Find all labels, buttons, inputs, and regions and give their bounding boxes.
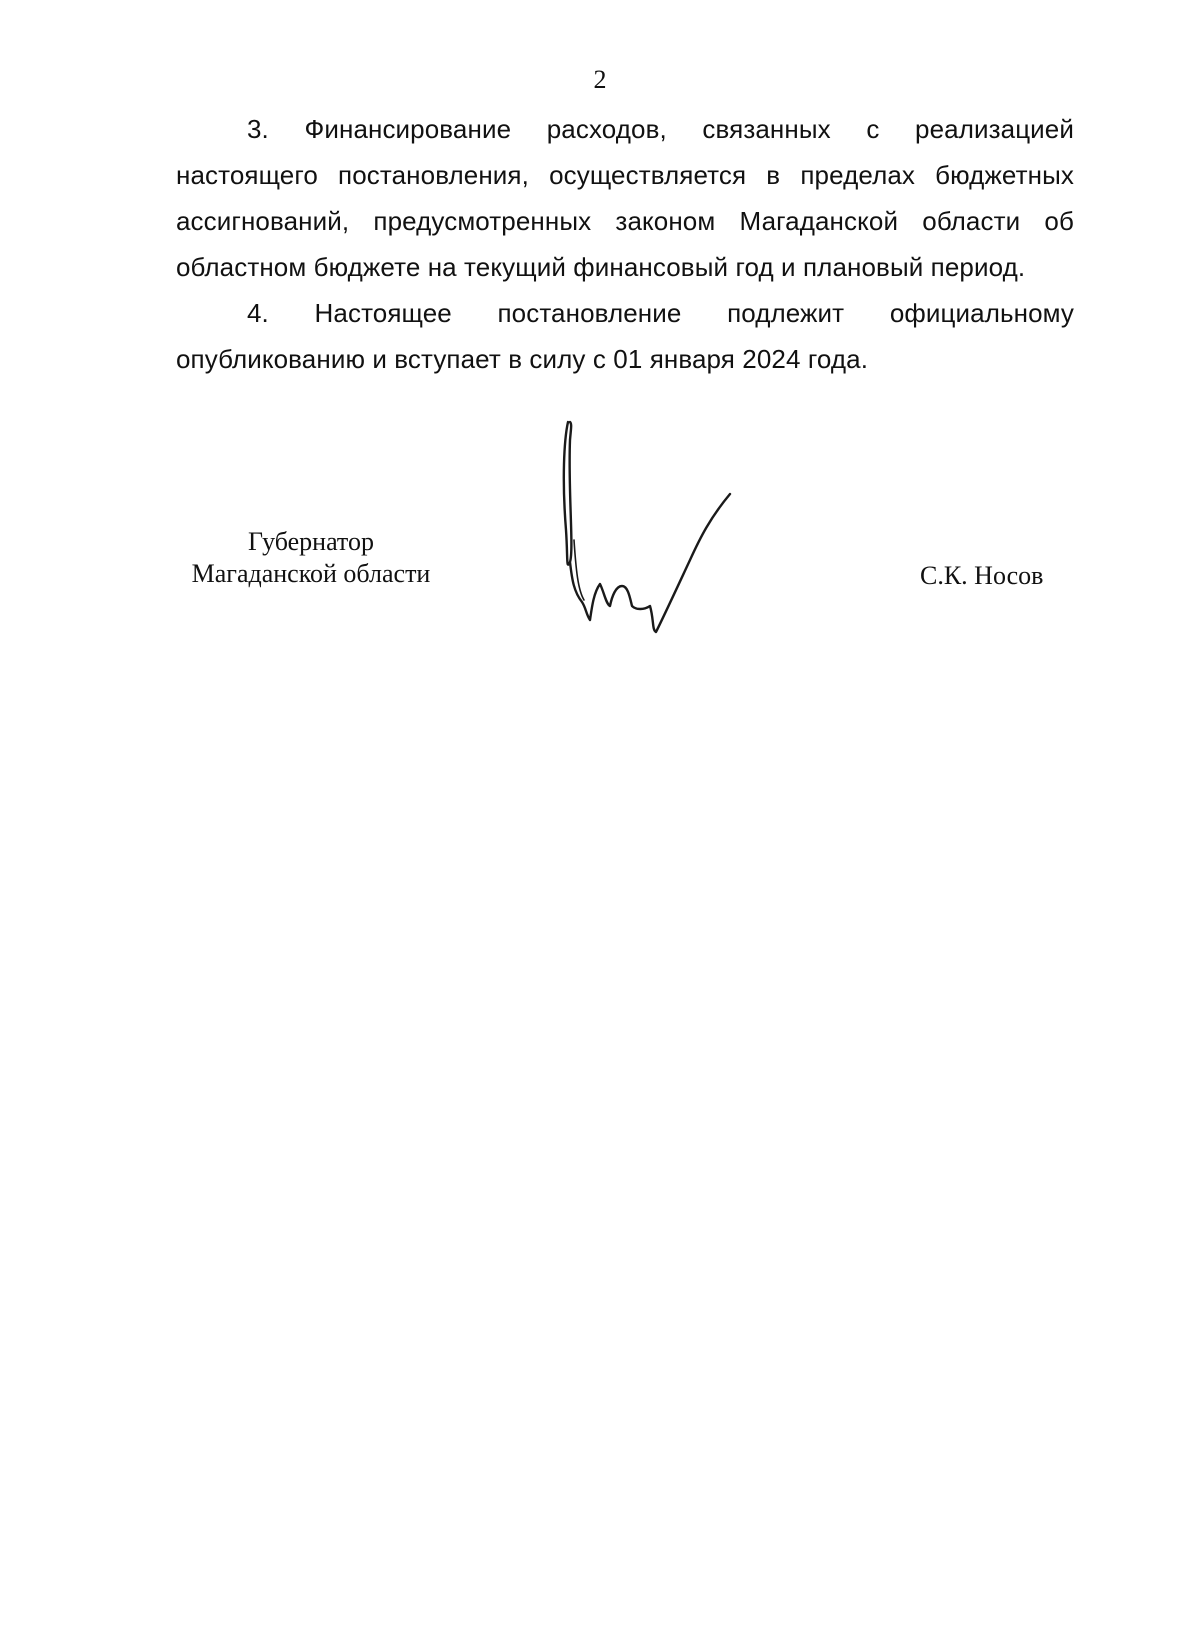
- page-number: 2: [593, 65, 607, 94]
- paragraph-3-financing: 3. Финансирование расходов, связанных с реализацией настоящего постановления, осуществляется в пределах бюджетных ассигнований, предусмотренных законом Магаданской области об областном бюджете на текущий финансовый год и плановый период.: [176, 114, 1074, 282]
- handwritten-signature: [560, 420, 760, 650]
- signer-name: С.К. Носов: [920, 561, 1044, 590]
- signer-position-line-2: Магаданской области: [191, 559, 431, 588]
- signer-position-line-1: Губернатор: [248, 527, 374, 556]
- signer-position: [176, 526, 446, 590]
- paragraph-4-publication: 4. Настоящее постановление подлежит официальному опубликованию и вступает в силу с 01 января 2024 года.: [176, 298, 1074, 374]
